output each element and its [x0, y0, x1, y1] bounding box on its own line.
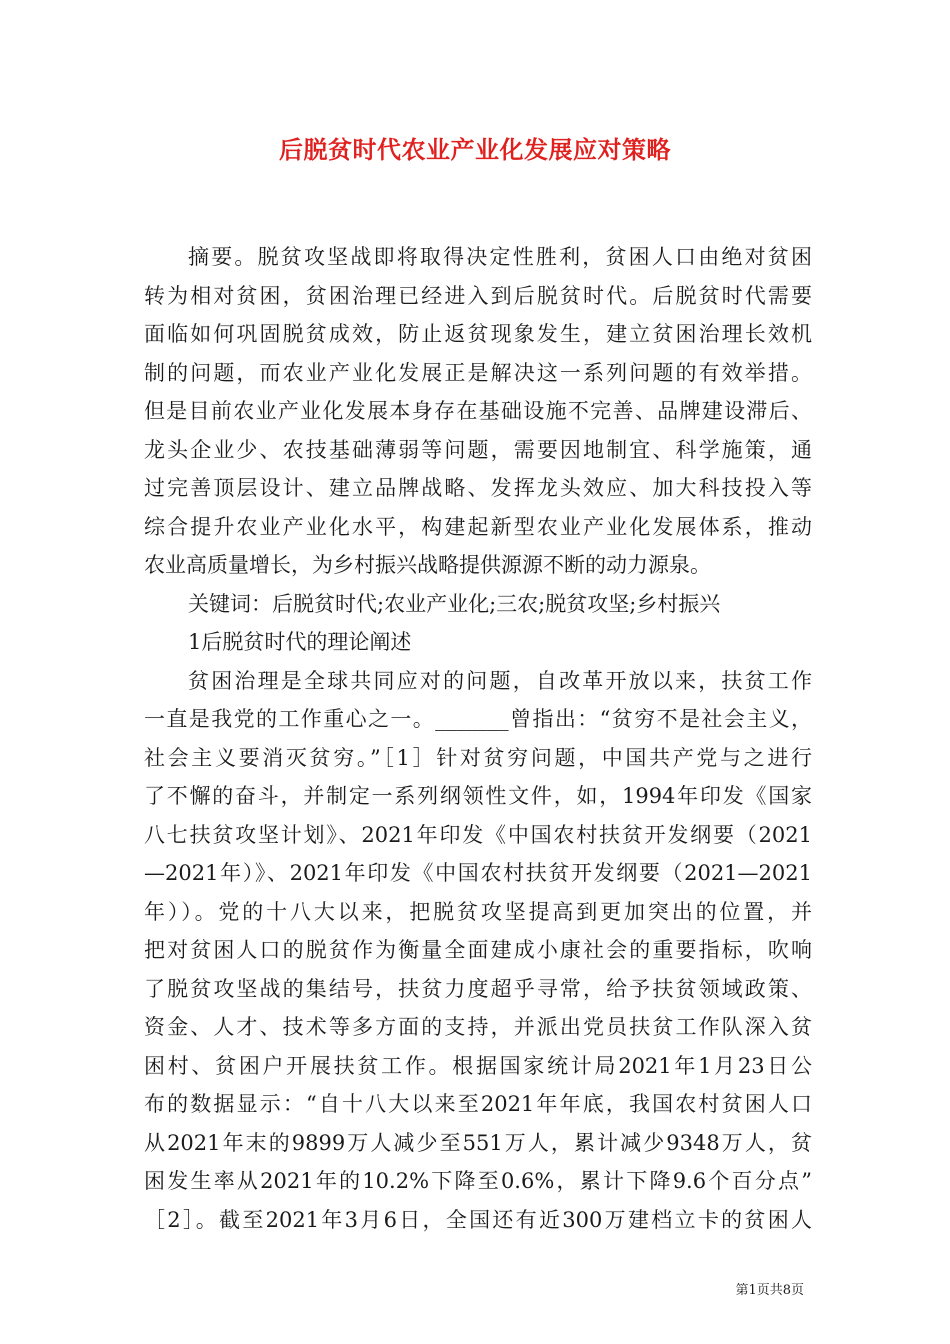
document-title: 后脱贫时代农业产业化发展应对策略 — [279, 135, 671, 164]
body-line: 八七扶贫攻坚计划》、2021年印发《中国农村扶贫开发纲要（2021 — [144, 822, 812, 847]
body-line: 面临如何巩固脱贫成效，防止返贫现象发生，建立贫困治理长效机 — [144, 322, 812, 346]
page-number: 第1页共8页 — [735, 1283, 804, 1298]
body-line: 资金、人才、技术等多方面的支持，并派出党员扶贫工作队深入贫 — [144, 1015, 812, 1039]
body-line: 困发生率从2021年的10.2%下降至0.6%，累计下降9.6个百分点” — [144, 1169, 812, 1193]
body-line: 了脱贫攻坚战的集结号，扶贫力度超乎寻常，给予扶贫领域政策、 — [144, 976, 812, 1001]
body-line: 龙头企业少、农技基础薄弱等问题，需要因地制宜、科学施策，通 — [144, 437, 812, 462]
body-line: 制的问题，而农业产业化发展正是解决这一系列问题的有效举措。 — [144, 360, 812, 385]
keywords-line: 关键词：后脱贫时代;农业产业化;三农;脱贫攻坚;乡村振兴 — [188, 591, 721, 616]
section-heading: 1后脱贫时代的理论阐述 — [188, 630, 412, 654]
body-line: ［2］。截至2021年3月6日，全国还有近300万建档立卡的贫困人 — [144, 1207, 812, 1232]
body-line: 从2021年末的9899万人减少至551万人，累计减少9348万人，贫 — [144, 1130, 812, 1155]
body-line: —2021年）》、2021年印发《中国农村扶贫开发纲要（2021—2021 — [144, 861, 812, 885]
body-line: 但是目前农业产业化发展本身存在基础设施不完善、品牌建设滞后、 — [144, 399, 812, 423]
body-line: 把对贫困人口的脱贫作为衡量全面建成小康社会的重要指标，吹响 — [144, 938, 812, 962]
body-line: 贫困治理是全球共同应对的问题，自改革开放以来，扶贫工作 — [188, 668, 812, 693]
body-line: 一直是我党的工作重心之一。_______曾指出：“贫穷不是社会主义， — [144, 707, 812, 731]
body-line: 年））。党的十八大以来，把脱贫攻坚提高到更加突出的位置，并 — [144, 899, 812, 924]
body-line: 了不懈的奋斗，并制定一系列纲领性文件，如，1994年印发《国家 — [144, 784, 812, 808]
body-line: 农业高质量增长，为乡村振兴战略提供源源不断的动力源泉。 — [144, 553, 711, 577]
body-line: 困村、贫困户开展扶贫工作。根据国家统计局2021年1月23日公 — [144, 1053, 812, 1078]
body-line: 转为相对贫困，贫困治理已经进入到后脱贫时代。后脱贫时代需要 — [144, 283, 812, 308]
body-line: 布的数据显示：“自十八大以来至2021年年底，我国农村贫困人口 — [144, 1092, 812, 1116]
body-line: 综合提升农业产业化水平，构建起新型农业产业化发展体系，推动 — [144, 514, 812, 539]
body-line: 过完善顶层设计、建立品牌战略、发挥龙头效应、加大科技投入等 — [144, 476, 812, 500]
body-line: 社会主义要消灭贫穷。”［1］针对贫穷问题，中国共产党与之进行 — [144, 745, 812, 770]
body-line: 摘要。脱贫攻坚战即将取得决定性胜利，贫困人口由绝对贫困 — [188, 245, 812, 269]
document-body — [144, 238, 812, 1239]
